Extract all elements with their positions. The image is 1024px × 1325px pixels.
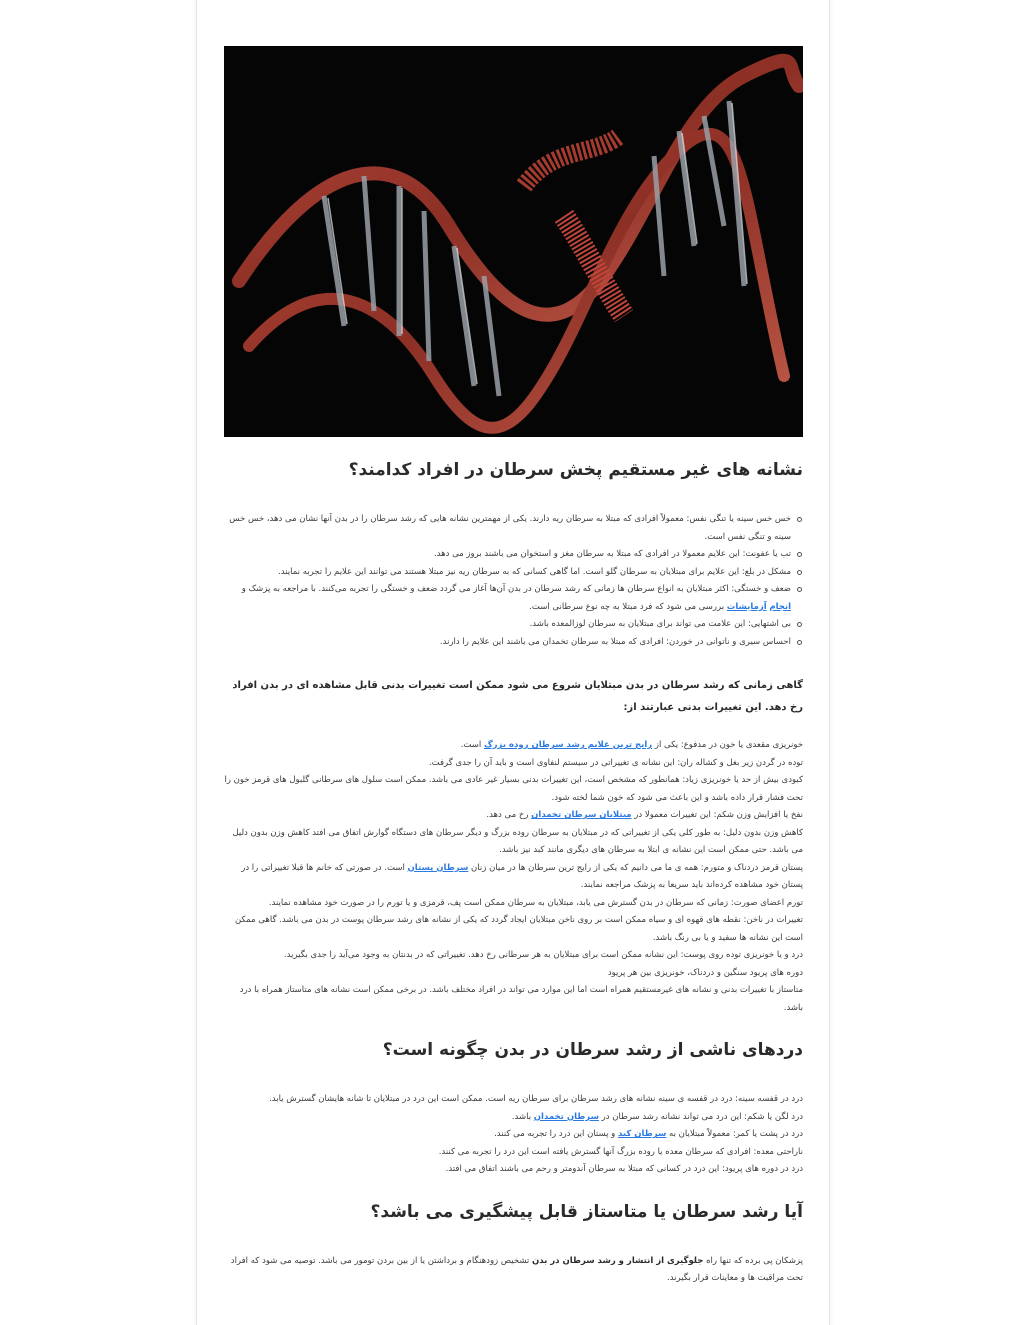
list-item: درد در دوره های پریود: این درد در کسانی که مبتلا به سرطان آندومتر و رحم می باشند اتفاق می افتد. [445, 1164, 803, 1175]
line-text: تشخیص زودهنگام و برداشتن یا از بین بردن تومور می باشد. توصیه می شود که افراد تحت مراقبت ها و معاینات قرار بگیرند. [230, 1255, 803, 1284]
list-item: بی اشتهایی: این علامت می تواند برای مبتلایان به سرطان لوزالمعده باشد. [223, 616, 803, 634]
dna-image [224, 46, 803, 437]
list-item [223, 1126, 803, 1144]
body-changes-list [223, 737, 803, 1017]
list-item: متاستاز با تغییرات بدنی و نشانه های غیرمستقیم همراه است اما این موارد می تواند در افراد مختلف باشد. در برخی ممکن است نشانه های متاستاز همراه با درد باشد. [239, 985, 803, 1013]
pain-heading: دردهای ناشی از رشد سرطان در بدن چگونه است؟ [382, 1040, 803, 1061]
prevention-paragraph [223, 1253, 803, 1288]
line-text: است. در صورتی که خانم ها قبلا تغییراتی را در پستان خود مشاهده کرده‌اند باید سریعا به پزشک مراجعه نمایند. [241, 862, 803, 891]
list-item: کبودی بیش از حد یا خونریزی زیاد: همانطور که مشخص است، این تغییرات بدنی بسیار غیر عادی می باشد. ممکن است سلول های سرطانی گلبول های قرمز خون را تحت فشار قرار داده باشد و این باعث می شود که خون شما لخته شود. [224, 775, 803, 803]
list-item: کاهش وزن بدون دلیل: به طور کلی یکی از تغییراتی که در مبتلایان به سرطان روده بزرگ و دیگر سرطان های دستگاه گوارش اتفاق می افتد کاهش وزن بدون دلیل می باشد. حتی ممکن است این نشانه ی ابتلا به سرطان های دیگری مانند کبد نیز باشد. [232, 827, 803, 856]
pain-list [223, 1091, 803, 1179]
line-text: پستان قرمز دردناک و متورم: همه ی ما می دانیم که یکی از رایج ترین سرطان ها در میان زنان [468, 862, 803, 873]
list-item: احساس سیری و ناتوانی در خوردن: افرادی که مبتلا به سرطان تخمدان می باشند این علایم را دارند. [223, 634, 803, 652]
colon-cancer-link[interactable]: رایج ترین علایم رشد سرطان روده بزرگ [483, 740, 653, 751]
tests-link-part2[interactable]: آزمایشات [726, 601, 767, 612]
list-item: خس خس سینه یا تنگی نفس: معمولاً افرادی که مبتلا به سرطان ریه دارند. یکی از مهمترین نشانه هایی که رشد سرطان را در بدن آنها نشان می دهد، خس خس سینه و تنگی نفس است. [223, 511, 803, 546]
list-item [223, 807, 803, 825]
breast-cancer-link[interactable]: سرطان پستان [407, 862, 469, 873]
line-text: و پستان این درد را تجربه می کنند. [494, 1129, 618, 1140]
prevention-heading: آیا رشد سرطان یا متاستاز قابل پیشگیری می باشد؟ [370, 1201, 803, 1222]
article-page [196, 0, 830, 1325]
list-item [223, 1109, 803, 1127]
article-content [223, 46, 803, 1288]
list-item: ناراحتی معده: افرادی که سرطان معده یا روده بزرگ آنها گسترش یافته است این درد را تجربه می کنند. [438, 1146, 803, 1157]
list-item: دوره های پریود سنگین و دردناک، خونریزی بین هر پریود [607, 967, 803, 978]
line-text: خونریزی مقعدی یا خون در مدفوع: یکی از [652, 740, 803, 751]
list-item: درد و یا خونریزی توده روی پوست: این نشانه ممکن است برای مبتلایان به هر سرطانی رخ دهد. تغییراتی که در بدنتان به وجود می‌آید را جدی بگیرید. [283, 950, 803, 961]
line-text: درد لگن یا شکم: این درد می تواند نشانه رشد سرطان در [598, 1111, 803, 1122]
line-text: است. [460, 740, 484, 751]
ovarian-patients-link[interactable]: مبتلایان سرطان تخمدان [531, 810, 632, 821]
list-item: درد در قفسه سینه: درد در قفسه ی سینه نشانه های رشد سرطان برای سرطان ریه است. ممکن است این درد در مبتلایان تا شانه هایشان گسترش یابد. [269, 1094, 803, 1105]
list-item [223, 860, 803, 895]
list-item: تغییرات در ناخن: نقطه های قهوه ای و سیاه ممکن است بر روی ناخن مبتلایان ایجاد گردد که یکی از نشانه های رشد سرطان پوست در بدن می باشد. گاهی ممکن است این نشانه ها سفید و یا بی رنگ باشد. [234, 915, 803, 943]
list-item [223, 581, 803, 616]
line-text: رخ می دهد. [486, 810, 532, 821]
liver-cancer-link[interactable]: سرطان کبد [617, 1129, 667, 1140]
list-item [223, 737, 803, 755]
tests-link-part1[interactable]: انجام [769, 601, 791, 612]
fatigue-text: ضعف و خستگی: اکثر مبتلایان به انواع سرطان ها زمانی که رشد سرطان در بدن آن‌ها آغاز می گردد ضعف و خستگی را تجربه می‌کنند. با مراجعه به پزشک و [241, 584, 791, 595]
indirect-symptoms-list [223, 511, 803, 651]
list-item: مشکل در بلع: این علایم برای مبتلایان به سرطان گلو است. اما گاهی کسانی که به سرطان ریه نیز مبتلا هستند می توانند این علایم را تجربه نمایند. [223, 564, 803, 582]
line-text: پزشکان پی برده که تنها راه [703, 1255, 803, 1266]
prevention-bold-text: جلوگیری از انتشار و رشد سرطان در بدن [531, 1255, 704, 1266]
line-text: درد در پشت یا کمر: معمولاً مبتلایان به [666, 1129, 803, 1140]
body-changes-lead: گاهی زمانی که رشد سرطان در بدن مبتلایان شروع می شود ممکن است تغییرات بدنی قابل مشاهده ای در بدن افراد رخ دهد. این تغییرات بدنی عبارتند از: [232, 680, 803, 714]
list-item: تورم اعضای صورت: زمانی که سرطان در بدن گسترش می یابد، مبتلایان به سرطان ممکن است پف، قرمزی و یا تورم را در صورت خود مشاهده نمایند. [268, 897, 803, 908]
indirect-symptoms-heading: نشانه های غیر مستقیم پخش سرطان در افراد کدامند؟ [348, 460, 803, 480]
line-text: باشد. [511, 1111, 534, 1122]
list-item [223, 1253, 803, 1288]
line-text: نفخ یا افزایش وزن شکم: این تغییرات معمولا در [631, 810, 803, 821]
ovarian-cancer-link[interactable]: سرطان تخمدان [533, 1111, 599, 1122]
list-item: تب یا عفونت: این علایم معمولا در افرادی که مبتلا به سرطان مغز و استخوان می باشند بروز می دهد. [223, 546, 803, 564]
list-item: توده در گردن زیر بغل و کشاله ران: این نشانه ی تغییراتی در سیستم لنفاوی است و باید آن را جدی گرفت. [428, 757, 803, 768]
fatigue-text-end: بررسی می شود که فرد مبتلا به چه نوع سرطانی است. [529, 601, 727, 612]
